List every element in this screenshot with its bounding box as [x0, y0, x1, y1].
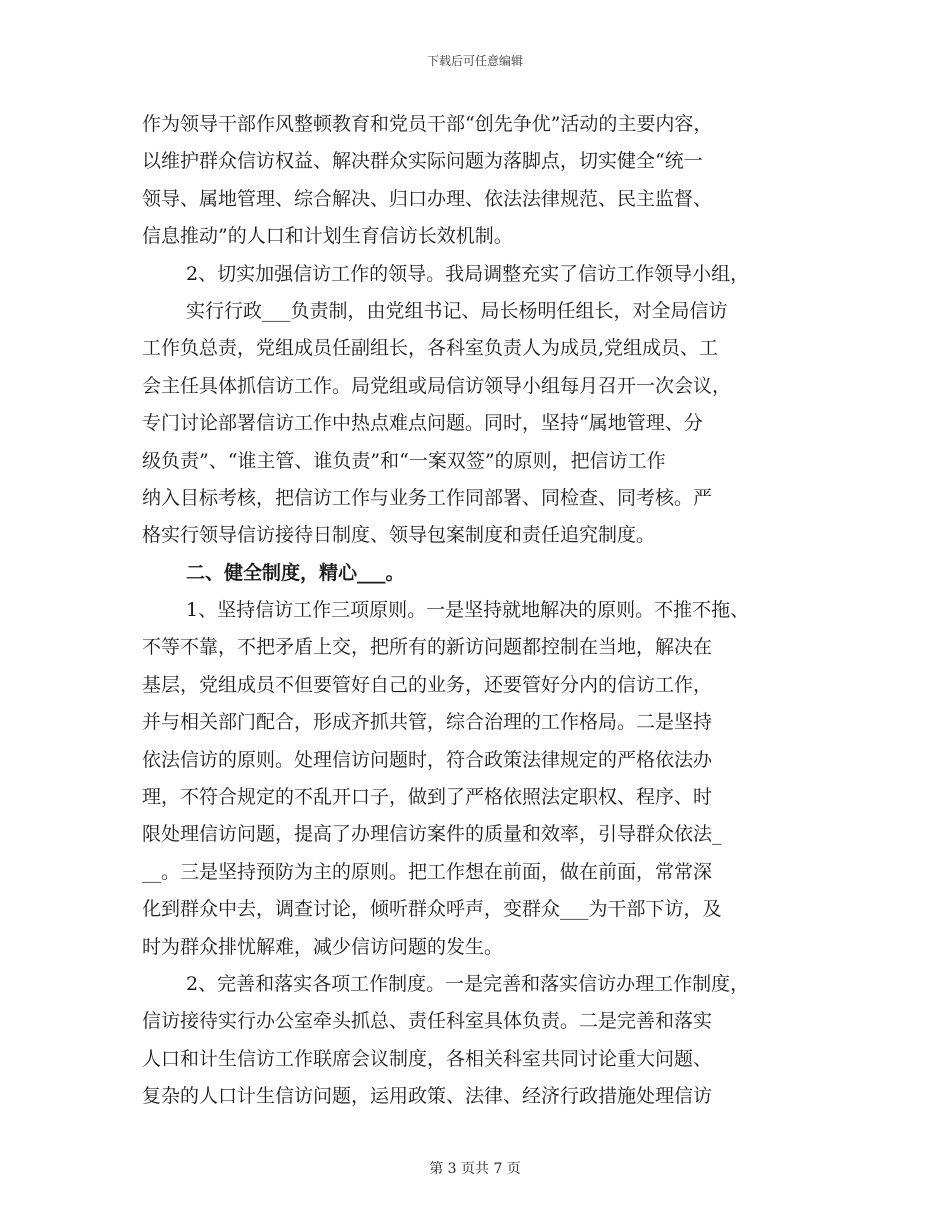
text-line: 工作负总责，党组成员任副组长，各科室负责人为成员,党组成员、工 [142, 337, 719, 360]
text-line: 会主任具体抓信访工作。局党组或局信访领导小组每月召开一次会议， [142, 374, 732, 397]
text-line: 纳入目标考核，把信访工作与业务工作同部署、同检查、同考核。严 [142, 486, 713, 509]
text-line: 人口和计生信访工作联席会议制度，各相关科室共同讨论重大问题、 [142, 1047, 713, 1070]
text-line: 级负责”、“谁主管、谁负责”和“一案双签”的原则，把信访工作 [142, 449, 666, 472]
text-line: 复杂的人口计生信访问题，运用政策、法律、经济行政措施处理信访 [142, 1085, 713, 1108]
text-line: 实行行政___负责制，由党组书记、局长杨明任组长，对全局信访 [186, 299, 728, 322]
text-line: 作为领导干部作风整顿教育和党员干部“创先争优”活动的主要内容， [142, 113, 713, 135]
paragraph-start-line: 2、切实加强信访工作的领导。我局调整充实了信访工作领导小组， [186, 262, 750, 285]
page-footer: 第 3 页共 7 页 [429, 1161, 521, 1177]
text-line: 以维护群众信访权益、解决群众实际问题为落脚点，切实健全“统一 [142, 150, 703, 173]
text-line: 基层，党组成员不但要管好自己的业务，还要管好分内的信访工作， [142, 673, 713, 696]
text-line: 不等不靠，不把矛盾上交，把所有的新访问题都控制在当地，解决在 [142, 636, 713, 659]
text-line: 信访接待实行办公室牵头抓总、责任科室具体负责。二是完善和落实 [142, 1010, 713, 1033]
text-line: 专门讨论部署信访工作中热点难点问题。同时，坚持“属地管理、分 [142, 412, 703, 435]
text-line: 限处理信访问题，提高了办理信访案件的质量和效率，引导群众依法_ [142, 823, 722, 846]
text-line: 信息推动”的人口和计划生育信访长效机制。 [142, 225, 513, 248]
text-line: 时为群众排忧解难，减少信访问题的发生。 [142, 935, 504, 958]
text-line: 理，不符合规定的不乱开口子，做到了严格依照法定职权、程序、时 [142, 786, 713, 809]
text-line: 格实行领导信访接待日制度、领导包案制度和责任追究制度。 [142, 524, 656, 547]
text-line: 并与相关部门配合，形成齐抓共管，综合治理的工作格局。二是坚持 [142, 711, 713, 734]
paragraph-start-line: 2、完善和落实各项工作制度。一是完善和落实信访办理工作制度， [186, 972, 750, 995]
text-line: 领导、属地管理、综合解决、归口办理、依法法律规范、民主监督、 [142, 187, 713, 210]
text-line: 依法信访的原则。处理信访问题时，符合政策法律规定的严格依法办 [142, 748, 713, 771]
page-header: 下载后可任意编辑 [426, 54, 523, 68]
section-heading: 二、健全制度，精心___。 [186, 561, 405, 584]
text-line: __。三是坚持预防为主的原则。把工作想在前面，做在前面，常常深 [142, 860, 713, 883]
paragraph-start-line: 1、坚持信访工作三项原则。一是坚持就地解决的原则。不推不拖、 [186, 599, 750, 622]
document-body [142, 106, 822, 1116]
text-line: 化到群众中去，调查讨论，倾听群众呼声，变群众___为干部下访，及 [142, 898, 722, 921]
